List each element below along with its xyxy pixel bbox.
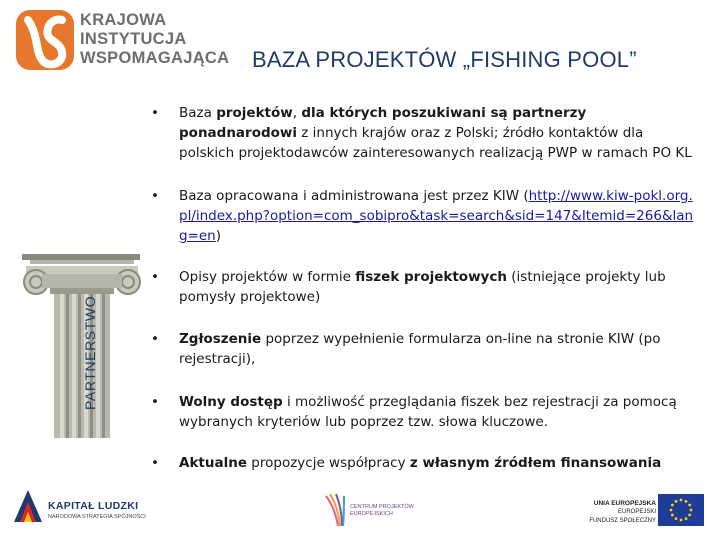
bullet-segment: (istniejące projekty lub pomysły projektowe) xyxy=(179,269,666,305)
bullet-dot-icon: • xyxy=(151,455,159,471)
bullet-emphasis: dla których poszukiwani są partnerzy ponadnarodowi xyxy=(179,105,587,141)
kapital-ludzki-subtitle: NARODOWA STRATEGIA SPÓJNOŚCI xyxy=(48,514,146,520)
kiw-logo xyxy=(14,8,230,74)
eu-star-icon xyxy=(680,499,683,502)
bullet-segment: z innych krajów oraz z Polski; źródło kontaktów dla polskich projektodawców zainteresowanych realizacją PWP w ramach PO KL xyxy=(179,125,692,161)
eu-star-icon xyxy=(680,519,683,522)
bullet-segment: Baza opracowana i administrowana jest przez KIW ( xyxy=(179,188,529,204)
eu-star-icon xyxy=(670,509,673,512)
bullet-emphasis: fiszek projektowych xyxy=(355,269,507,285)
eu-line-1: UNIA EUROPEJSKA xyxy=(593,500,656,507)
bullet-emphasis: Aktualne xyxy=(179,455,247,471)
bullet-emphasis: Zgłoszenie xyxy=(179,331,262,347)
eu-flag-icon xyxy=(658,494,704,526)
cpe-logo xyxy=(322,490,414,530)
bullet-dot-icon: • xyxy=(151,105,159,121)
bullet-segment: , xyxy=(292,105,302,121)
kiw-logo-text xyxy=(80,11,229,68)
bullet-segment: i możliwość przeglądania fiszek bez rejestracji za pomocą wybranych kryteriów lub poprzez tzw. słowa kluczowe. xyxy=(179,394,677,430)
slide-title: BAZA PROJEKTÓW „FISHING POOL” xyxy=(252,47,637,72)
bullet-text xyxy=(179,267,701,307)
eu-text xyxy=(589,499,656,526)
bullet-text xyxy=(179,329,701,369)
kiw-database-link[interactable]: http://www.kiw-pokl.org.pl/index.php?option=com_sobipro&task=search&sid=147&Itemid=266&lang=en xyxy=(179,188,694,244)
eu-star-icon xyxy=(671,504,674,507)
bullet-segment: ) xyxy=(215,228,222,244)
eu-logo xyxy=(590,494,710,530)
bullet-text xyxy=(179,453,701,473)
cpe-text xyxy=(350,504,414,518)
eu-star-icon xyxy=(688,514,691,517)
bullet-dot-icon: • xyxy=(151,394,159,410)
bullet-emphasis: z własnym źródłem finansowania xyxy=(409,455,662,471)
eu-star-icon xyxy=(671,514,674,517)
bullet-text xyxy=(179,186,701,246)
bullet-text xyxy=(179,103,701,163)
kiw-logo-line-2: INSTYTUCJA xyxy=(80,30,187,48)
partnerstwo-label: PARTNERSTWO xyxy=(82,295,98,410)
bullet-text xyxy=(179,392,701,432)
bullet-dot-icon: • xyxy=(151,188,159,204)
eu-star-icon xyxy=(690,509,693,512)
kiw-logo-mark-icon xyxy=(14,8,78,74)
cpe-mark-icon xyxy=(322,490,350,530)
eu-star-icon xyxy=(675,517,678,520)
bullet-emphasis: Wolny dostęp xyxy=(179,394,283,410)
bullet-segment: propozycje współpracy xyxy=(247,455,410,471)
eu-line-3: FUNDUSZ SPOŁECZNY xyxy=(589,518,656,524)
kiw-logo-line-1: KRAJOWA xyxy=(80,11,167,29)
eu-star-icon xyxy=(685,517,688,520)
eu-line-2: EUROPEJSKI xyxy=(617,509,656,515)
bullet-segment: Baza xyxy=(179,105,217,121)
bullet-emphasis: projektów xyxy=(216,105,293,121)
eu-star-icon xyxy=(688,504,691,507)
kiw-logo-line-3: WSPOMAGAJĄCA xyxy=(80,49,230,67)
eu-star-icon xyxy=(685,500,688,503)
eu-star-icon xyxy=(675,500,678,503)
cpe-line-1: CENTRUM PROJEKTÓW xyxy=(350,504,414,510)
cpe-line-2: EUROPEJSKICH xyxy=(350,511,393,517)
bullet-dot-icon: • xyxy=(151,331,159,347)
bullet-segment: Opisy projektów w formie xyxy=(179,269,356,285)
kapital-ludzki-title: KAPITAŁ LUDZKI xyxy=(48,500,139,512)
bullet-dot-icon: • xyxy=(151,269,159,285)
kapital-ludzki-mark-icon xyxy=(10,486,46,526)
kapital-ludzki-logo xyxy=(10,486,150,530)
bullet-segment: poprzez wypełnienie formularza on-line na stronie KIW (po rejestracji), xyxy=(179,331,661,367)
